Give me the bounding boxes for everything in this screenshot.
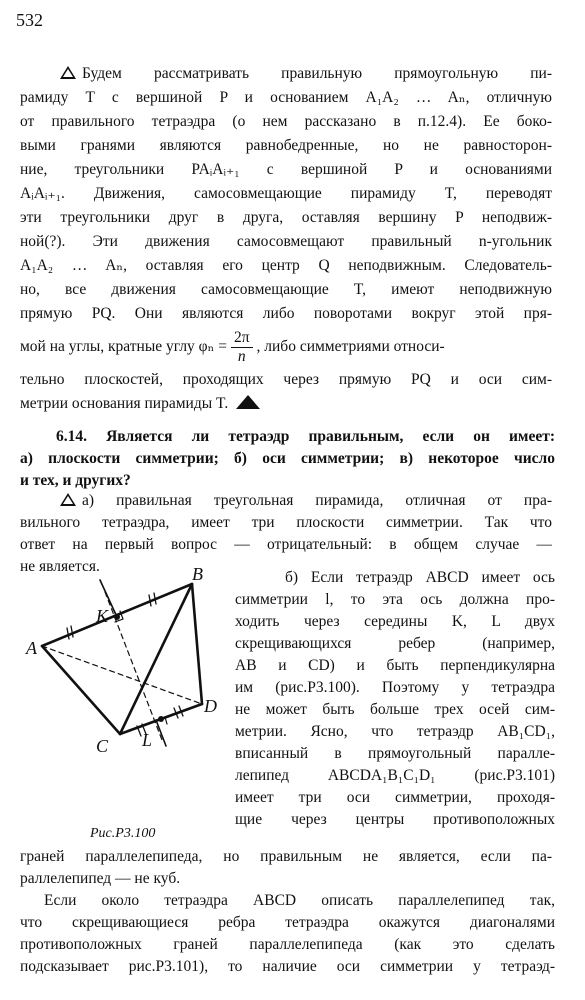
text-line: не является. xyxy=(20,558,100,575)
triangle-outline-icon xyxy=(60,493,76,506)
label-C: C xyxy=(96,736,109,756)
text-line: от правильного тетраэдра (о нем рассказано в п.12.4). Ее боко- xyxy=(20,113,552,130)
text-line: ние, треугольники PAᵢAᵢ₊₁ с вершиной P и основаниями xyxy=(20,161,552,178)
label-K: K xyxy=(96,606,109,626)
text-line: ответ на первый вопрос — отрицательный: в общем случае — xyxy=(20,536,552,553)
answer-b xyxy=(235,567,555,831)
text-line: AB и CD) и быть перпендикулярна xyxy=(235,657,555,674)
text-line: подсказывает рис.P3.101), то наличие оси симметрии у тетраэд- xyxy=(20,958,555,975)
text-line: а) правильная треугольная пирамида, отличная от пра- xyxy=(20,490,552,512)
text-line: противоположных граней параллелепипеда (как это сделать xyxy=(20,936,555,953)
text-line: A₁A₂ … Aₙ, оставляя его центр Q неподвижным. Следователь- xyxy=(20,257,552,274)
text-line: тельно плоскостей, проходящих через прямую PQ и оси сим- xyxy=(20,371,552,388)
fraction-formula: $\frac{2\pi}{n}$ xyxy=(231,329,253,366)
label-B: B xyxy=(192,564,203,584)
text-line: эти треугольники друг в друга, оставляя вершину P неподвиж- xyxy=(20,209,552,226)
text-line: прямую PQ. Они являются либо поворотами вокруг этой пря- xyxy=(20,305,552,322)
point-K xyxy=(114,614,120,620)
text-line: рамиду T с вершиной P и основанием A₁A₂ … Aₙ, отличную xyxy=(20,89,552,106)
tick-marks xyxy=(67,593,183,736)
text-line: ходить через середины K, L двух xyxy=(235,613,555,630)
text-line: им (рис.P3.100). Поэтому у тетраэдра xyxy=(235,679,555,696)
triangle-outline-icon xyxy=(60,66,76,79)
problem-line: а) плоскости симметрии; б) оси симметрии; в) некоторое число xyxy=(20,450,555,467)
text-line: б) Если тетраэдр ABCD имеет ось xyxy=(285,569,555,586)
text-line: симметрии l, то эта ось должна про- xyxy=(235,591,555,608)
problem-line: и тех, и других? xyxy=(20,472,131,489)
text-line: вильного тетраэдра, имеет три плоскости симметрии. Так что xyxy=(20,514,552,531)
text-line: Будем рассматривать правильную прямоугольную пи- xyxy=(20,62,552,86)
text-line: выми гранями являются равнобедренные, но не равносторон- xyxy=(20,137,552,154)
text-line: Если около тетраэдра ABCD описать параллелепипед так, xyxy=(44,892,555,909)
label-D: D xyxy=(204,696,217,716)
page-number: 532 xyxy=(16,10,43,30)
paragraph-1 xyxy=(20,62,552,416)
text-line: имеет три оси симметрии, проходя- xyxy=(235,789,555,806)
text-line: граней параллелепипеда, но правильным не является, если па- xyxy=(20,848,552,865)
text-line: вписанный в прямоугольный паралле- xyxy=(235,745,555,762)
axis-L-ext xyxy=(156,720,166,746)
tetrahedron-figure xyxy=(24,562,234,782)
text-line: не может быть больше трех осей сим- xyxy=(235,701,555,718)
text-line: AᵢAᵢ₊₁. Движения, самосовмещающие пирамиду T, переводят xyxy=(20,185,552,202)
label-L: L xyxy=(142,730,153,750)
triangle-filled-icon xyxy=(236,395,260,409)
edge-BD xyxy=(192,584,202,704)
text-line: раллелепипед — не куб. xyxy=(20,870,181,887)
text-line: щие через центры противоположных xyxy=(235,811,555,828)
text-line: скрещивающихся ребер (например, xyxy=(235,635,555,652)
formula-line: мой на углы, кратные углу φₙ = $\frac{2\pi}{n}$ , либо симметриями относи- xyxy=(20,328,445,365)
text-line: метрии основания пирамиды T. xyxy=(20,392,552,416)
text-line: что скрещивающиеся ребра тетраэдра окажутся диагоналями xyxy=(20,914,555,931)
problem-line: 6.14. Является ли тетраэдр правильным, если он имеет: xyxy=(56,428,555,445)
text-line: но, все движения самосовмещающие T, имеют неподвижную xyxy=(20,281,552,298)
answer-b-tail xyxy=(20,846,552,890)
answer-c-paragraph xyxy=(20,890,555,978)
text-line: метрии. Ясно, что тетраэдр AB₁CD₁, xyxy=(235,723,555,740)
point-L xyxy=(158,716,164,722)
text-line: лепипед ABCDA₁B₁C₁D₁ (рис.P3.101) xyxy=(235,767,555,784)
figure-caption: Рис.P3.100 xyxy=(90,826,156,841)
edge-AC xyxy=(42,646,120,734)
label-A: A xyxy=(26,638,37,658)
text-line: ной(?). Эти движения самосовмещают правильный n-угольник xyxy=(20,233,552,250)
problem-6-14 xyxy=(20,426,555,492)
